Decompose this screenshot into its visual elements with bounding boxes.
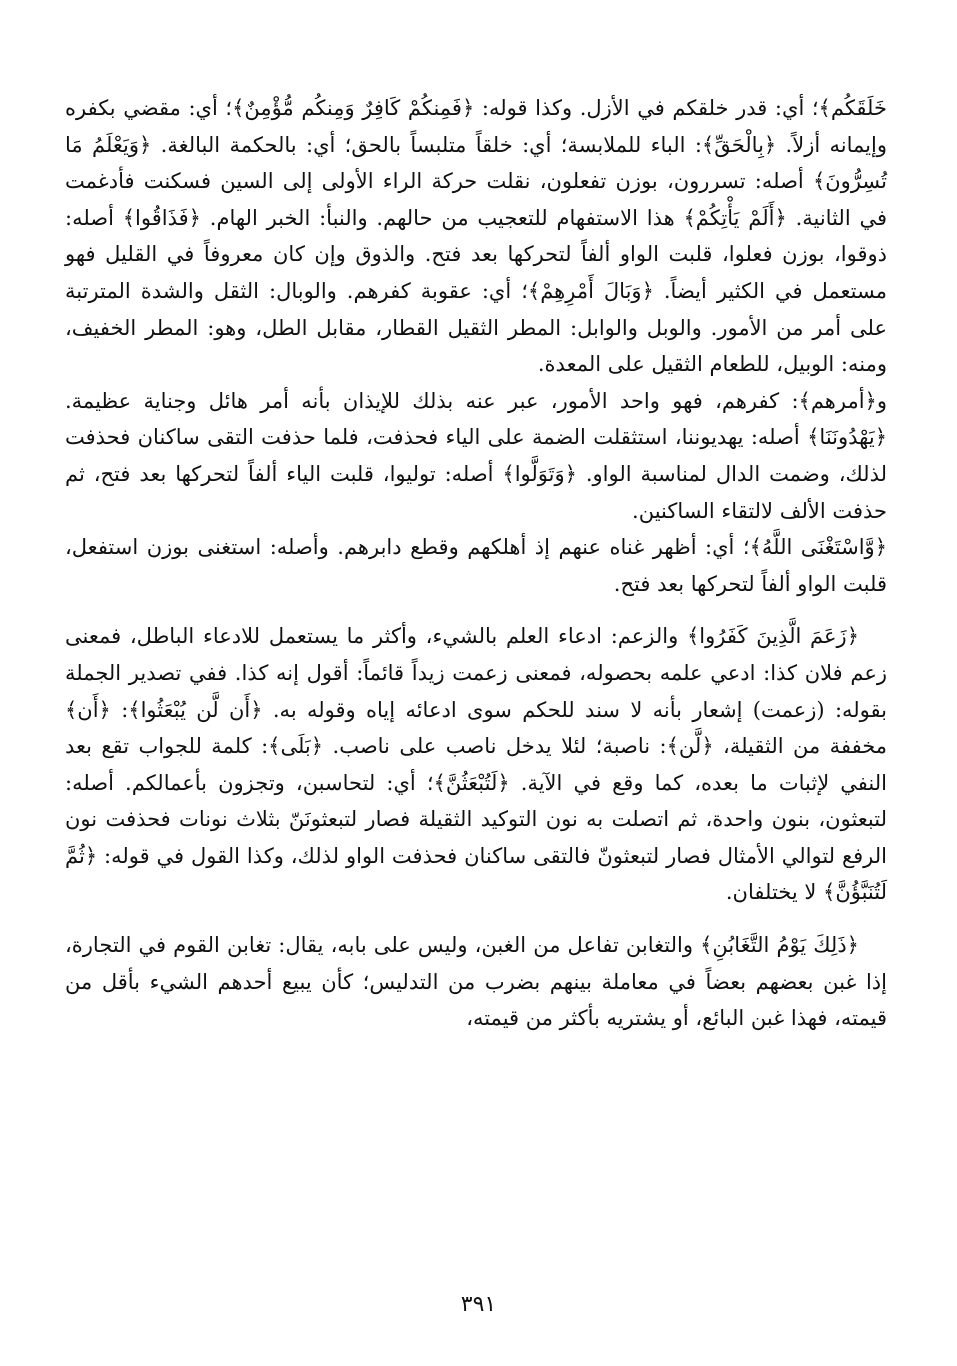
- paragraph-2: و﴿أمرهم﴾: كفرهم، فهو واحد الأمور، عبر عنه بذلك للإيذان بأنه أمر هائل وجناية عظيمة. ﴿يَهْدُونَنَا﴾ أصله: يهديوننا، استثقلت الضمة على الياء فحذفت، فلما حذفت التقى ساكنان فحذفت لذلك، وضمت الدال لمناسبة الواو. ﴿وَتَوَلَّوا﴾ أصله: توليوا، قلبت الياء ألفاً لتحركها بعد فتح، ثم حذفت الألف لالتقاء الساكنين.: [65, 388, 887, 523]
- paragraph-4: ﴿زَعَمَ الَّذِينَ كَفَرُوا﴾ والزعم: ادعاء العلم بالشيء، وأكثر ما يستعمل للادعاء الباطل، فمعنى زعم فلان كذا: ادعي علمه بحصوله، فمعنى زعمت زيداً قائماً: أقول إنه كذا. ففي تصدير الجملة بقوله: (زعمت) إشعار بأنه لا سند للحكم سوى ادعائه إياه وقوله به. ﴿أَن لَّن يُبْعَثُوا﴾: ﴿أَن﴾ مخففة من الثقيلة، ﴿لَّن﴾: ناصبة؛ لئلا يدخل ناصب على ناصب. ﴿بَلَى﴾: كلمة للجواب تقع بعد النفي لإثبات ما بعده، كما وقع في الآية. ﴿لَتُبْعَثُنَّ﴾؛ أي: لتحاسبن، وتجزون بأعمالكم. أصله: لتبعثون، بنون واحدة، ثم اتصلت به نون التوكيد الثقيلة فصار لتبعثونَنّ بثلاث نونات فحذفت نون الرفع لتوالي الأمثال فصار لتبعثونّ فالتقى ساكنان فحذفت الواو لذلك، وكذا القول في قوله: ﴿ثُمَّ لَتُنَبَّؤُنَّ﴾ لا يختلفان.: [65, 624, 887, 905]
- paragraph-3: ﴿وَّاسْتَغْنَى اللَّهُ﴾؛ أي: أظهر غناه عنهم إذ أهلكهم وقطع دابرهم. وأصله: استغنى بوزن استفعل، قلبت الواو ألفاً لتحركها بعد فتح.: [65, 535, 887, 596]
- page-number: ٣٩١: [460, 1292, 497, 1317]
- paragraph-5: ﴿ذَلِكَ يَوْمُ التَّغَابُنِ﴾ والتغابن تفاعل من الغبن، وليس على بابه، يقال: تغابن القوم في التجارة، إذا غبن بعضهم بعضاً في معاملة بينهم بضرب من التدليس؛ كأن يبيع أحدهم الشيء بأقل من قيمته، فهذا غبن البائع، أو يشتريه بأكثر من قيمته،: [65, 933, 887, 1031]
- document-body: [65, 90, 887, 1037]
- paragraph-1: خَلَقَكُم﴾؛ أي: قدر خلقكم في الأزل. وكذا قوله: ﴿فَمِنكُمْ كَافِرٌ وَمِنكُم مُّؤْمِنٌ﴾؛ أي: مقضي بكفره وإيمانه أزلاً. ﴿بِالْحَقِّ﴾: الباء للملابسة؛ أي: خلقاً متلبساً بالحق؛ أي: بالحكمة البالغة. ﴿وَيَعْلَمُ مَا تُسِرُّونَ﴾ أصله: تسررون، بوزن تفعلون، نقلت حركة الراء الأولى إلى السين فسكنت فأدغمت في الثانية. ﴿أَلَمْ يَأْتِكُمْ﴾ هذا الاستفهام للتعجيب من حالهم. والنبأ: الخبر الهام. ﴿فَذَاقُوا﴾ أصله: ذوقوا، بوزن فعلوا، قلبت الواو ألفاً لتحركها بعد فتح. والذوق وإن كان معروفاً في القليل فهو مستعمل في الكثير أيضاً. ﴿وَبَالَ أَمْرِهِمْ﴾؛ أي: عقوبة كفرهم. والوبال: الثقل والشدة المترتبة على أمر من الأمور. والوبل والوابل: المطر الثقيل القطار، مقابل الطل، وهو: المطر الخفيف، ومنه: الوبيل، للطعام الثقيل على المعدة.: [65, 96, 887, 377]
